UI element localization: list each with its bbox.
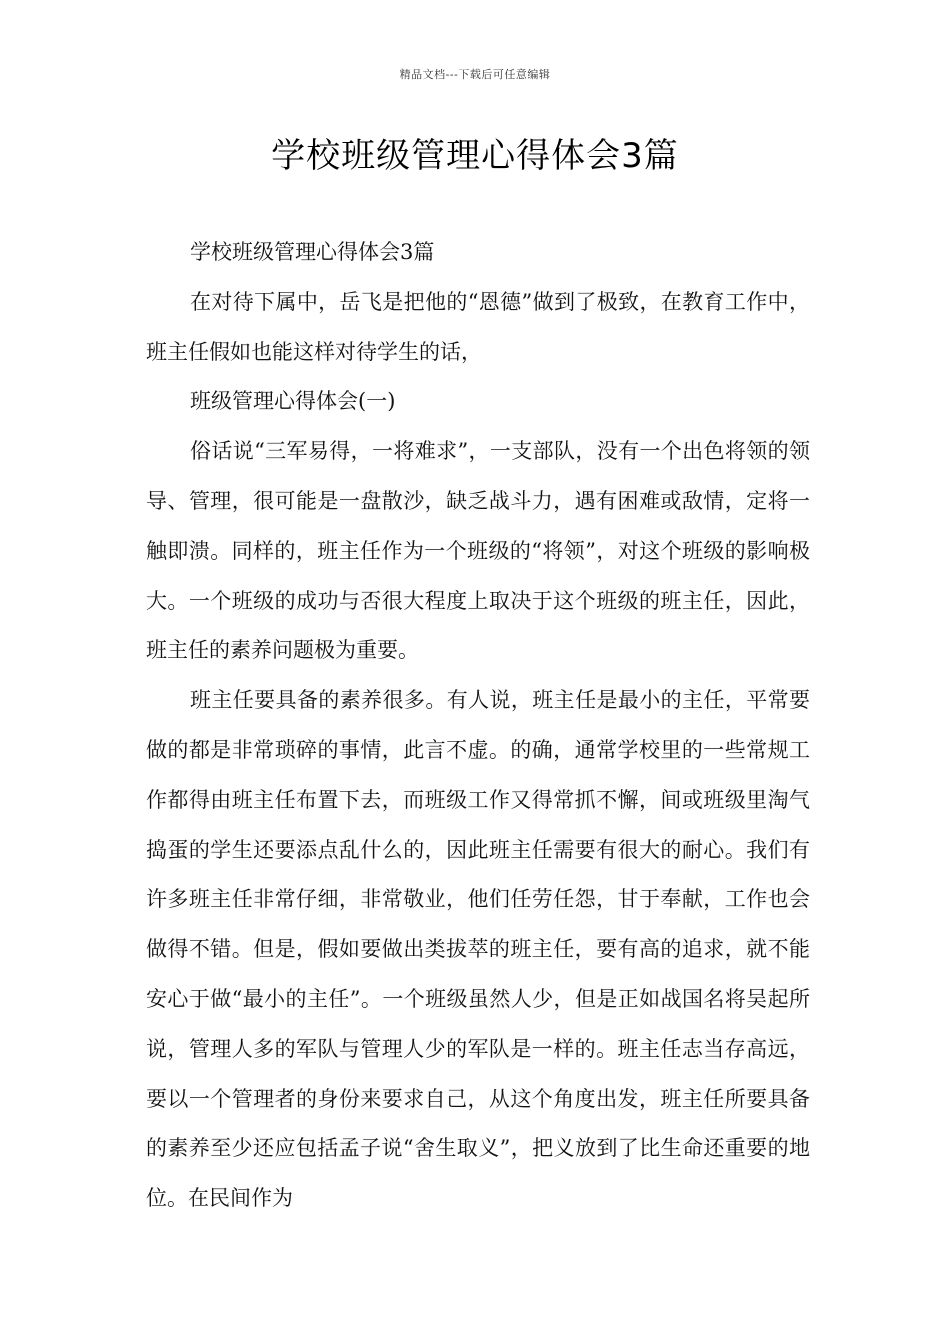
paragraph-body-1: 俗话说“三军易得，一将难求”，一支部队，没有一个出色将领的领导、管理，很可能是一盘散沙，缺乏战斗力，遇有困难或敌情，定将一触即溃。同样的，班主任作为一个班级的“将领”，对这个班级的影响极大。一个班级的成功与否很大程度上取决于这个班级的班主任，因此，班主任的素养问题极为重要。 [146, 439, 810, 663]
paragraph-intro: 在对待下属中，岳飞是把他的“恩德”做到了极致，在教育工作中，班主任假如也能这样对待学生的话， [146, 289, 810, 364]
paragraph-section-heading: 班级管理心得体会(一) [190, 389, 396, 414]
paragraph-body-2: 班主任要具备的素养很多。有人说，班主任是最小的主任，平常要做的都是非常琐碎的事情，此言不虚。的确，通常学校里的一些常规工作都得由班主任布置下去，而班级工作又得常抓不懈，间或班级里淘气捣蛋的学生还要添点乱什么的，因此班主任需要有很大的耐心。我们有许多班主任非常仔细，非常敬业，他们任劳任怨，甘于奉献，工作也会做得不错。但是，假如要做出类拔萃的班主任，要有高的追求，就不能安心于做“最小的主任”。一个班级虽然人少，但是正如战国名将吴起所说，管理人多的军队与管理人少的军队是一样的。班主任志当存高远，要以一个管理者的身份来要求自己，从这个角度出发，班主任所要具备的素养至少还应包括孟子说“舍生取义”，把义放到了比生命还重要的地位。在民间作为 [146, 688, 810, 1211]
header-note: 精品文档---下载后可任意编辑 [399, 68, 551, 81]
document-body [146, 228, 810, 1224]
paragraph-subtitle: 学校班级管理心得体会3篇 [190, 240, 435, 264]
document-title: 学校班级管理心得体会3篇 [271, 136, 679, 176]
